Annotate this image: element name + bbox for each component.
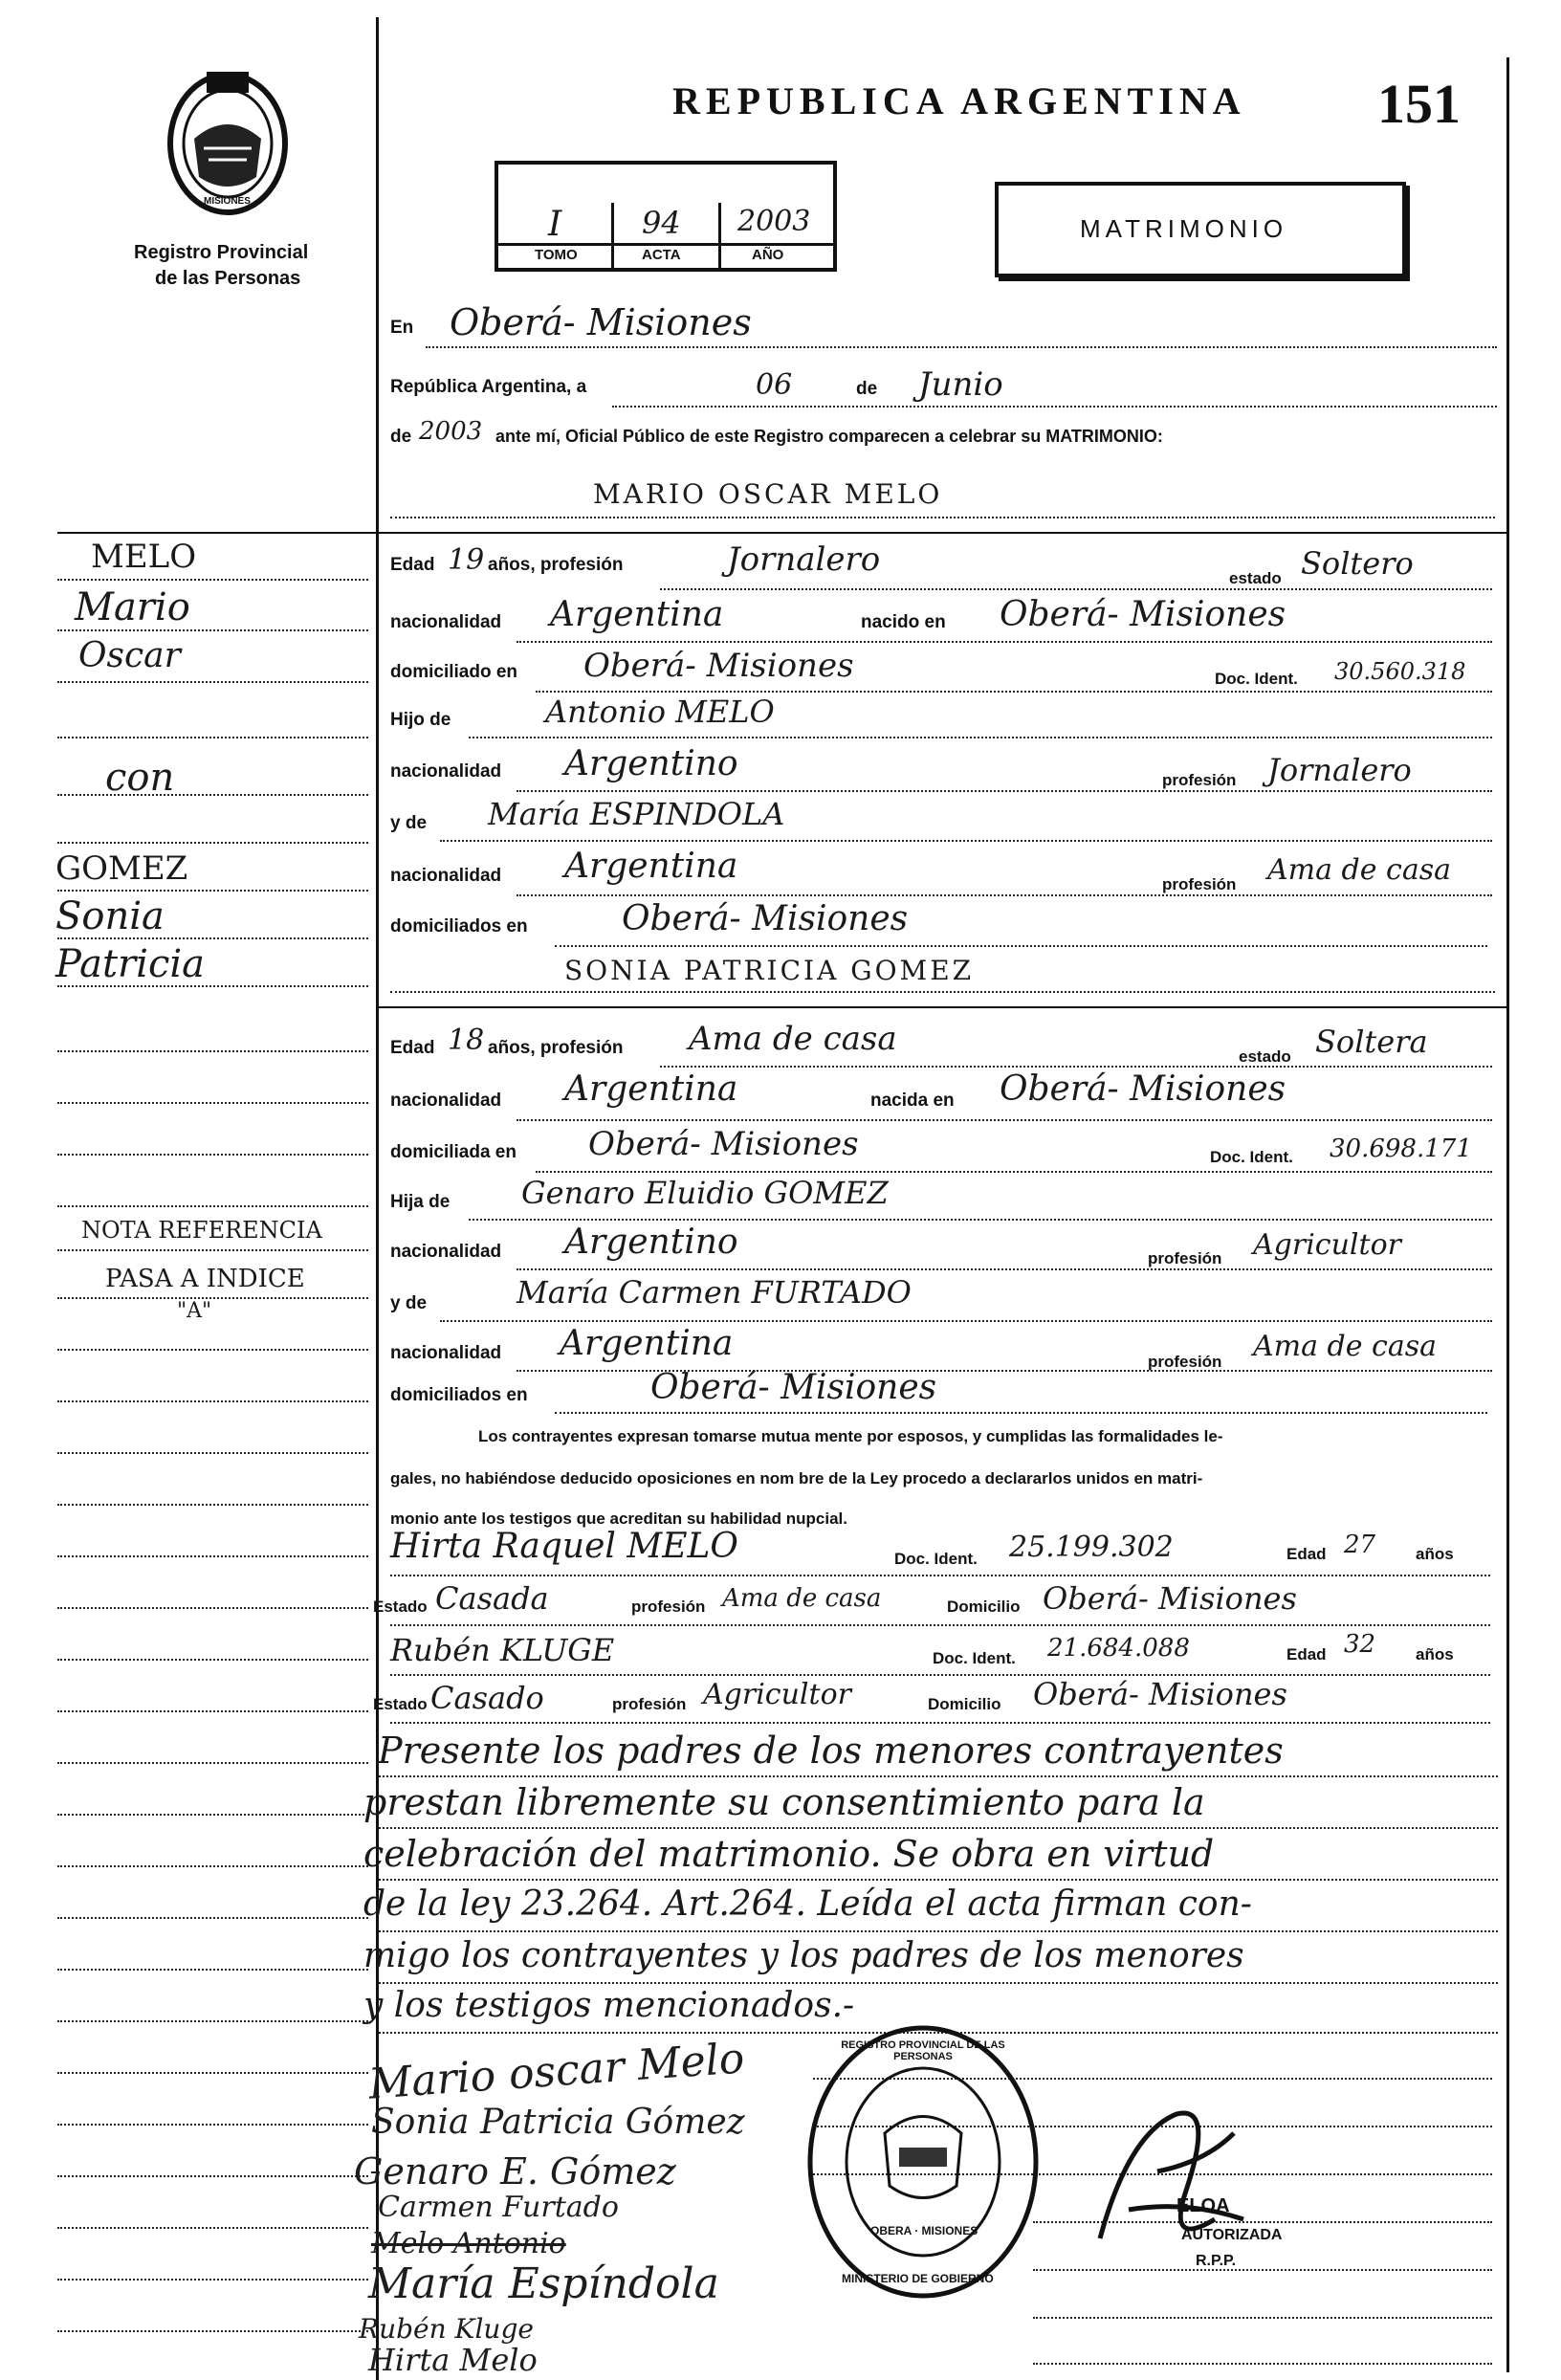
left-margin-rule (376, 17, 379, 2380)
bride-father-line (469, 1219, 1492, 1221)
margin-line-7 (57, 890, 368, 892)
witness-1-dom-label: Domicilio (947, 1598, 1021, 1616)
tomo-label: TOMO (535, 247, 578, 263)
margin-bride-middle: Patricia (55, 942, 205, 986)
margin-groom-middle: Oscar (78, 636, 181, 675)
witness-1-doc: 25.199.302 (1009, 1531, 1174, 1564)
declaration-line-1: Los contrayentes expresan tomarse mutua mente por esposos, y cumplidas las formalidades le- (478, 1427, 1223, 1445)
margin-line-6 (57, 842, 368, 844)
bride-parents-domicile: Oberá- Misiones (650, 1368, 937, 1407)
margin-line-35 (57, 2330, 368, 2332)
margin-line-32 (57, 2175, 368, 2177)
bride-status: Soltera (1315, 1024, 1428, 1060)
bride-father-prof-label: profesión (1148, 1249, 1222, 1267)
witness-2-prof-label: profesión (612, 1695, 687, 1713)
groom-father: Antonio MELO (545, 694, 775, 730)
acta-label: ACTA (642, 247, 681, 263)
bride-nationality: Argentina (564, 1069, 738, 1109)
bride-mother-prof-label: profesión (1148, 1353, 1222, 1371)
bride-mother-line (440, 1320, 1492, 1322)
bride-hija-label: Hija de (390, 1192, 451, 1212)
groom-birthplace: Oberá- Misiones (1000, 595, 1286, 634)
ceremony-day: 06 (756, 368, 793, 402)
margin-line-31 (57, 2124, 368, 2126)
note-line-4: de la ley 23.264. Art.264. Leída el acta firman con- (363, 1884, 1252, 1924)
record-id-divider-1 (611, 203, 614, 268)
acta-value: 94 (642, 205, 681, 241)
witness-1-anos-label: años (1416, 1545, 1454, 1563)
note-line-1: Presente los padres de los menores contrayentes (378, 1730, 1284, 1772)
margin-line-23 (57, 1710, 368, 1712)
margin-line-26 (57, 1865, 368, 1867)
note-line-6: y los testigos mencionados.- (363, 1986, 855, 2025)
margin-line-25 (57, 1814, 368, 1816)
groom-dom-label: domiciliado en (390, 662, 518, 682)
note-rule-3 (379, 1879, 1498, 1881)
seal-label: MISIONES (204, 196, 251, 207)
groom-father-nac-line (517, 790, 1492, 792)
groom-mother-prof-label: profesión (1162, 875, 1237, 893)
groom-dom-line (536, 691, 1492, 693)
groom-anos-prof-label: años, profesión (488, 555, 624, 575)
bride-full-name: SONIA PATRICIA GOMEZ (564, 955, 975, 986)
authorized-stamp-role: AUTORIZADA (1181, 2227, 1283, 2243)
groom-status: Soltero (1301, 545, 1414, 582)
margin-line-24 (57, 1762, 368, 1764)
provincial-seal (161, 53, 295, 220)
republica-label: República Argentina, a (390, 377, 587, 397)
authorized-stamp-office: R.P.P. (1196, 2253, 1237, 2269)
bride-dom-line (536, 1171, 1492, 1173)
note-rule-4 (379, 1930, 1498, 1932)
margin-line-18 (57, 1452, 368, 1454)
witness-1-profession: Ama de casa (722, 1584, 882, 1613)
margin-note-line-3: "A" (177, 1299, 212, 1323)
margin-bride-first: Sonia (55, 894, 165, 938)
witness-2-status: Casado (430, 1680, 544, 1716)
margin-line-28 (57, 1969, 368, 1971)
bride-dom-label: domiciliada en (390, 1142, 517, 1162)
bride-doc-label: Doc. Ident. (1210, 1148, 1293, 1166)
note-rule-5 (379, 1982, 1498, 1984)
groom-estado-label: estado (1229, 569, 1282, 587)
page-number: 151 (1377, 73, 1461, 135)
witness-2-doc-label: Doc. Ident. (933, 1649, 1016, 1667)
margin-line-19 (57, 1504, 368, 1506)
margin-note-line-1: NOTA REFERENCIA (81, 1217, 322, 1244)
groom-age-line (660, 588, 1492, 590)
margin-line-8 (57, 937, 368, 939)
signature-bride-father: Genaro E. Gómez (354, 2150, 676, 2193)
margin-line-10 (57, 1050, 368, 1052)
signature-bride-mother: Carmen Furtado (378, 2191, 619, 2224)
groom-domicile: Oberá- Misiones (583, 647, 854, 685)
groom-mother-nac-line (517, 894, 1492, 896)
bride-father-profession: Agricultor (1253, 1228, 1401, 1262)
record-id-box (495, 161, 837, 272)
signature-groom-father: Melo Antonio (371, 2227, 566, 2260)
groom-father-nac-label: nacionalidad (390, 761, 502, 782)
margin-line-13 (57, 1205, 368, 1207)
groom-section-rule (376, 532, 1506, 534)
place-line (426, 346, 1497, 348)
witness-2-estado-line (390, 1722, 1490, 1724)
witness-2-line (390, 1674, 1490, 1676)
witness-2-name: Rubén KLUGE (390, 1632, 615, 1668)
groom-age: 19 (448, 543, 485, 577)
bride-section-rule (376, 1006, 1506, 1008)
bride-profession: Ama de casa (689, 1020, 897, 1058)
authorized-stamp-name: ELOA (1176, 2195, 1230, 2216)
bride-edad-label: Edad (390, 1038, 435, 1058)
bride-parents-dom-label: domiciliados en (390, 1385, 528, 1405)
bride-nacida-label: nacida en (870, 1091, 955, 1111)
ano-value: 2003 (737, 205, 811, 238)
groom-doc-label: Doc. Ident. (1215, 670, 1298, 688)
witness-1-estado-line (390, 1624, 1490, 1626)
margin-line-22 (57, 1659, 368, 1661)
margin-line-21 (57, 1607, 368, 1609)
signature-rule-5 (1033, 2269, 1492, 2271)
witness-2-domicile: Oberá- Misiones (1033, 1676, 1287, 1712)
signature-groom-mother: María Espíndola (368, 2259, 719, 2308)
witness-1-domicile: Oberá- Misiones (1043, 1580, 1297, 1617)
registry-name-line2: de las Personas (155, 268, 301, 289)
en-label: En (390, 318, 414, 338)
witness-1-edad-label: Edad (1286, 1545, 1327, 1563)
year-prefix: de (390, 427, 412, 447)
groom-father-nationality: Argentino (564, 744, 738, 783)
groom-nationality: Argentina (550, 595, 724, 634)
date-line (612, 406, 1497, 408)
stamp-bottom-text: MINISTERIO DE GOBIERNO (842, 2272, 994, 2285)
groom-mother-line (440, 840, 1492, 842)
witness-2-anos-label: años (1416, 1645, 1454, 1664)
country-title: REPUBLICA ARGENTINA (672, 79, 1246, 122)
groom-mother-nationality: Argentina (564, 847, 738, 886)
signature-witness-1: Hirta Melo (368, 2342, 538, 2378)
groom-mother: María ESPINDOLA (488, 796, 785, 832)
note-line-5: migo los contrayentes y los padres de los menores (363, 1936, 1244, 1975)
margin-con: con (105, 756, 175, 800)
groom-mother-profession: Ama de casa (1267, 853, 1451, 887)
groom-edad-label: Edad (390, 555, 435, 575)
right-margin-rule (1506, 57, 1509, 2372)
margin-line-4 (57, 737, 368, 738)
note-rule-1 (379, 1775, 1498, 1777)
bride-mother-profession: Ama de casa (1253, 1330, 1437, 1363)
stamp-ring-text: REGISTRO PROVINCIAL DE LAS PERSONAS (841, 2039, 1005, 2062)
groom-nacido-label: nacido en (861, 612, 946, 632)
margin-line-20 (57, 1555, 368, 1557)
stamp-center-text: OBERA · MISIONES (870, 2224, 978, 2237)
note-line-2: prestan libremente su consentimiento para la (363, 1781, 1205, 1823)
bride-nac-line (517, 1119, 1492, 1121)
signature-bride: Sonia Patricia Gómez (371, 2103, 745, 2142)
record-id-divider-2 (718, 203, 721, 268)
margin-line-27 (57, 1917, 368, 1919)
bride-father-nationality: Argentino (564, 1223, 738, 1262)
bride-name-line (390, 991, 1495, 993)
groom-name-line (390, 517, 1495, 518)
bride-mother: María Carmen FURTADO (517, 1274, 912, 1311)
registry-name-line1: Registro Provincial (134, 242, 309, 263)
bride-father-nac-line (517, 1268, 1492, 1270)
witness-2-dom-label: Domicilio (928, 1695, 1001, 1713)
bride-father: Genaro Eluidio GOMEZ (521, 1175, 889, 1211)
groom-yde-label: y de (390, 813, 428, 833)
note-line-3: celebración del matrimonio. Se obra en virtud (363, 1833, 1215, 1875)
margin-line-9 (57, 985, 368, 987)
official-stamp (803, 2018, 1043, 2305)
groom-father-line (469, 737, 1492, 738)
groom-nac-label: nacionalidad (390, 612, 502, 632)
margin-line-29 (57, 2020, 368, 2022)
margin-line-17 (57, 1400, 368, 1402)
bride-nac-label: nacionalidad (390, 1091, 502, 1111)
margin-line-11 (57, 1102, 368, 1104)
groom-mother-nac-label: nacionalidad (390, 866, 502, 886)
bride-estado-label: estado (1239, 1047, 1291, 1066)
groom-profession: Jornalero (727, 540, 881, 579)
witness-2-profession: Agricultor (703, 1678, 851, 1711)
margin-line-33 (57, 2227, 368, 2229)
margin-line-2 (57, 629, 368, 631)
groom-father-prof-label: profesión (1162, 771, 1237, 789)
witness-1-estado-label: Estado (373, 1598, 428, 1616)
margin-line-12 (57, 1154, 368, 1156)
groom-nac-line (517, 641, 1492, 643)
bride-yde-label: y de (390, 1293, 428, 1313)
bride-doc: 30.698.171 (1330, 1135, 1472, 1163)
groom-hijo-label: Hijo de (390, 710, 451, 730)
margin-groom-first: Mario (75, 585, 190, 629)
signature-groom: Mario oscar Melo (366, 2034, 746, 2109)
margin-line-30 (57, 2072, 368, 2074)
margin-line-15 (57, 1297, 368, 1299)
witness-1-age: 27 (1344, 1531, 1376, 1559)
bride-father-nac-label: nacionalidad (390, 1242, 502, 1262)
witness-2-age: 32 (1344, 1630, 1376, 1659)
groom-doc: 30.560.318 (1334, 658, 1466, 685)
ceremony-place: Oberá- Misiones (450, 301, 752, 343)
margin-line-34 (57, 2279, 368, 2281)
day-de-label: de (856, 379, 878, 399)
signature-rule-7 (1033, 2363, 1492, 2365)
signature-rule-6 (1033, 2317, 1492, 2319)
witness-1-prof-label: profesión (631, 1598, 706, 1616)
groom-parents-dom-line (555, 945, 1487, 947)
bride-anos-prof-label: años, profesión (488, 1038, 624, 1058)
groom-full-name: MARIO OSCAR MELO (593, 478, 943, 510)
witness-1-status: Casada (435, 1580, 549, 1617)
bride-birthplace: Oberá- Misiones (1000, 1069, 1286, 1109)
bride-parents-dom-line (555, 1412, 1487, 1414)
margin-top-rule (57, 532, 376, 534)
bride-age: 18 (448, 1024, 485, 1057)
margin-bride-surname: GOMEZ (55, 849, 188, 888)
margin-groom-surname: MELO (91, 538, 197, 576)
margin-line-14 (57, 1249, 368, 1251)
signature-witness-2: Rubén Kluge (359, 2313, 534, 2345)
witness-1-doc-label: Doc. Ident. (894, 1550, 978, 1568)
margin-line-3 (57, 681, 368, 683)
ano-label: AÑO (752, 247, 784, 263)
officiant-statement: ante mí, Oficial Público de este Registro comparecen a celebrar su MATRIMONIO: (495, 427, 1163, 446)
record-type-label: MATRIMONIO (1080, 214, 1288, 243)
margin-line-16 (57, 1349, 368, 1351)
witness-1-name: Hirta Raquel MELO (390, 1527, 738, 1566)
declaration-line-2: gales, no habiéndose deducido oposiciones en nom bre de la Ley procedo a declararlos unidos en matri- (390, 1469, 1203, 1488)
ceremony-month: Junio (918, 365, 1003, 404)
witness-1-line (390, 1575, 1490, 1576)
groom-parents-dom-label: domiciliados en (390, 916, 528, 937)
bride-domicile: Oberá- Misiones (588, 1125, 859, 1163)
margin-line-5 (57, 794, 368, 796)
groom-father-profession: Jornalero (1267, 752, 1412, 788)
record-type-box (995, 182, 1406, 277)
groom-parents-domicile: Oberá- Misiones (622, 899, 909, 938)
witness-2-doc: 21.684.088 (1047, 1634, 1190, 1663)
note-rule-2 (379, 1827, 1498, 1829)
bride-mother-nac-label: nacionalidad (390, 1343, 502, 1363)
witness-2-edad-label: Edad (1286, 1645, 1327, 1664)
ceremony-year: 2003 (419, 417, 483, 446)
margin-note-line-2: PASA A INDICE (105, 1265, 305, 1293)
declaration-line-3: monio ante los testigos que acreditan su habilidad nupcial. (390, 1510, 847, 1528)
bride-mother-nationality: Argentina (560, 1324, 734, 1363)
bride-age-line (660, 1066, 1492, 1068)
margin-line-1 (57, 579, 368, 581)
witness-2-estado-label: Estado (373, 1695, 428, 1713)
tomo-value: I (548, 205, 562, 244)
